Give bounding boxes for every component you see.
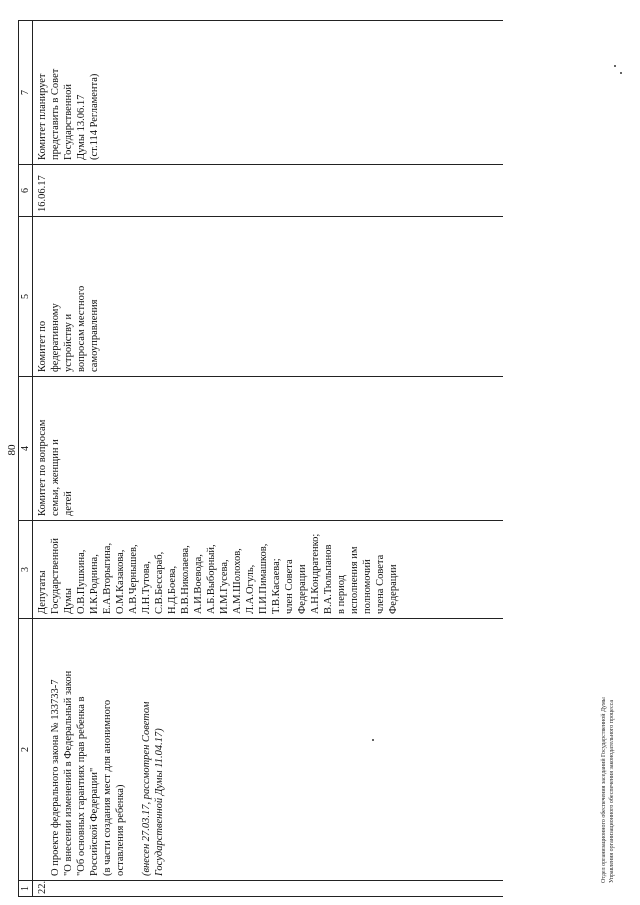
bill-title-cell (33, 619, 503, 881)
column-header: 5 (19, 217, 33, 377)
column-header: 7 (19, 21, 33, 165)
bill-title: О проекте федерального закона № 133733-7 "О внесении изменений в Федеральный закон "Об основных гарантиях прав ребенка в Российской Федерации" (в части создания мест для анонимного оставления ребенка) (50, 670, 126, 876)
scan-speck (620, 72, 622, 74)
column-header: 2 (19, 619, 33, 881)
column-header: 6 (19, 165, 33, 217)
page-number: 80 (6, 444, 18, 456)
footer-line: Отдел организационного обеспечения заседаний Государственной Думы (601, 697, 607, 883)
bills-table (18, 20, 503, 897)
column-header: 1 (19, 881, 33, 897)
row-number: 22. (33, 881, 503, 897)
bill-note: (внесен 27.03.17, рассмотрен Советом Государственной Думы 11.04.17) (141, 701, 165, 876)
co-executor-cell: Комитет по федеративному устройству и вопросам местного самоуправления (33, 217, 503, 377)
column-header: 3 (19, 521, 33, 619)
table-row (33, 21, 503, 897)
header-row (19, 21, 33, 897)
remark-cell: Комитет планирует представить в Совет Государственной Думы 13.06.17 (ст.114 Регламента) (33, 21, 503, 165)
column-header: 4 (19, 377, 33, 521)
authors-cell: Депутаты Государственной Думы О.В.Пушкина, И.К.Роднина, Е.А.Вторыгина, О.М.Казакова, А.В.Чернышев, Л.Н.Тутова, С.В.Бессараб, Н.Д.Боева, В.В.Николаева, А.И.Воевода, А.Б.Выборный, И.М.Гусева, А.М.Шолохов, Л.А.Огуль, П.И.Пимашков, Т.В.Касаева; член Совета Федерации А.Н.Кондратенко; В.А.Тюльпанов в период исполнения им полномочий члена Совета Федерации (33, 521, 503, 619)
footer (600, 697, 616, 883)
scan-speck (372, 739, 374, 741)
footer-line: Управления организационного обеспечения законодательного процесса (609, 699, 615, 883)
scan-speck (614, 65, 616, 67)
responsible-committee-cell: Комитет по вопросам семьи, женщин и детей (33, 377, 503, 521)
date-cell: 16.06.17 (33, 165, 503, 217)
